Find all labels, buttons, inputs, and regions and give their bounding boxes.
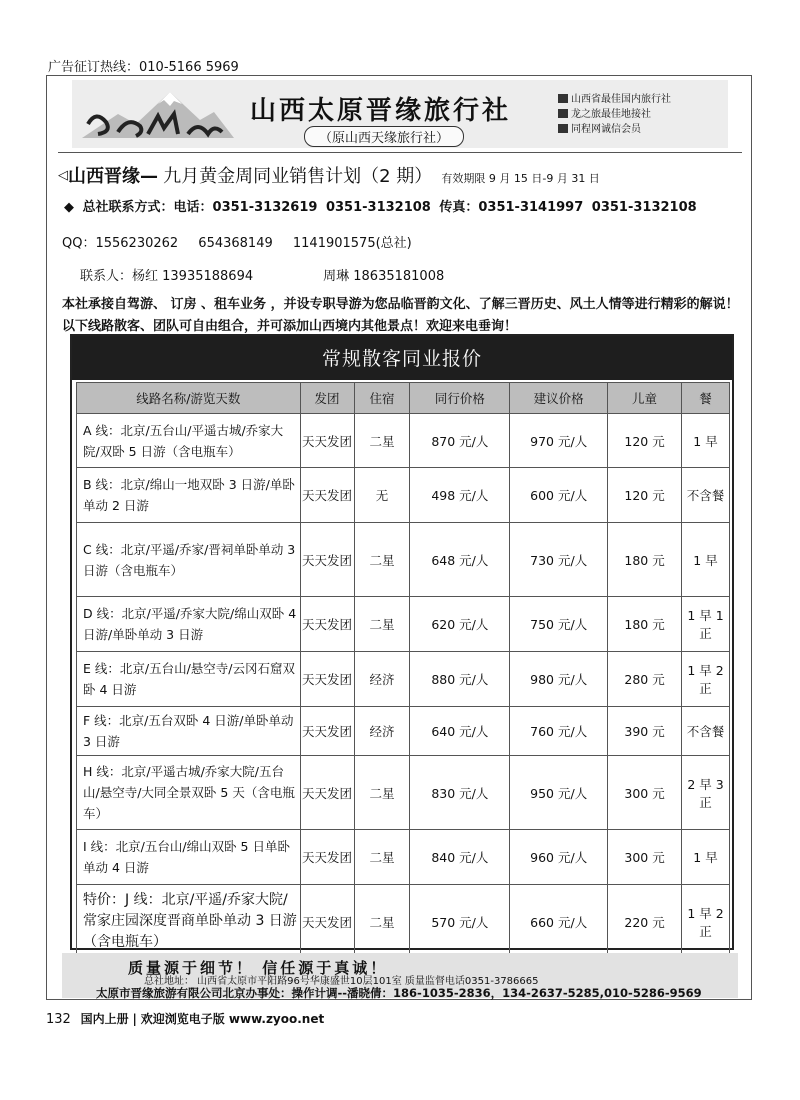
cell-depart: 天天发团	[300, 652, 354, 707]
cell-meal: 不含餐	[682, 468, 730, 523]
cell-stay: 二星	[354, 885, 410, 959]
cell-child-price: 120 元	[608, 414, 682, 468]
cell-child-price: 390 元	[608, 707, 682, 756]
honor-list	[558, 92, 671, 137]
cell-depart: 天天发团	[300, 597, 354, 652]
cell-stay: 无	[354, 468, 410, 523]
cell-trade-price: 840 元/人	[410, 830, 510, 885]
footer-separator: |	[132, 1012, 137, 1026]
cell-meal: 1 早 1 正	[682, 597, 730, 652]
contact-persons	[80, 265, 444, 284]
table-row	[77, 652, 730, 707]
contact-person: 联系人：杨红 13935188694	[80, 269, 254, 284]
page-footer	[46, 1010, 324, 1027]
cell-retail-price: 600 元/人	[510, 468, 608, 523]
price-table-title: 常规散客同业报价	[72, 336, 732, 380]
cell-depart: 天天发团	[300, 523, 354, 597]
cell-retail-price: 950 元/人	[510, 756, 608, 830]
plan-title: 九月黄金周同业销售计划（2 期）	[163, 166, 433, 187]
mountain-logo-icon	[78, 84, 238, 144]
page-number: 132	[46, 1012, 71, 1027]
contact-person: 周琳 18635181008	[323, 269, 445, 284]
table-row	[77, 756, 730, 830]
contact-line: ◆ 总社联系方式：电话：0351-3132619 0351-3132108 传真：0351-3141997 0351-3132108	[64, 200, 697, 215]
cell-stay: 经济	[354, 707, 410, 756]
cell-trade-price: 880 元/人	[410, 652, 510, 707]
table-row	[77, 414, 730, 468]
cell-depart: 天天发团	[300, 468, 354, 523]
col-header-depart: 发团	[300, 383, 354, 414]
honor-item: 山西省最佳国内旅行社	[558, 92, 671, 107]
cell-depart: 天天发团	[300, 830, 354, 885]
cell-route: I 线：北京/五台山/绵山双卧 5 日单卧单动 4 日游	[77, 830, 301, 885]
cell-route: 特价：J 线：北京/平遥/乔家大院/常家庄园深度晋商单卧单动 3 日游（含电瓶车）	[77, 885, 301, 959]
qq-line: QQ：1556230262 654368149 1141901575(总社)	[62, 236, 412, 251]
cell-retail-price: 660 元/人	[510, 885, 608, 959]
col-header-child: 儿童	[608, 383, 682, 414]
cell-route: H 线：北京/平遥古城/乔家大院/五台山/悬空寺/大同全景双卧 5 天（含电瓶车）	[77, 756, 301, 830]
cell-trade-price: 620 元/人	[410, 597, 510, 652]
cell-meal: 1 早	[682, 523, 730, 597]
beijing-office-contact: 太原市晋缘旅游有限公司北京办事处：操作计调--潘晓倩：186-1035-2836，134-2637-5285,010-5286-9569	[96, 986, 702, 1000]
crown-icon	[558, 124, 568, 133]
table-row	[77, 468, 730, 523]
honor-item: 同程网诚信会员	[558, 122, 671, 137]
cell-route: C 线：北京/平遥/乔家/晋祠单卧单动 3 日游（含电瓶车）	[77, 523, 301, 597]
cell-meal: 1 早 2 正	[682, 652, 730, 707]
cell-meal: 1 早 2 正	[682, 885, 730, 959]
table-row	[77, 885, 730, 959]
cell-route: F 线：北京/五台双卧 4 日游/单卧单动 3 日游	[77, 707, 301, 756]
cell-route: D 线：北京/平遥/乔家大院/绵山双卧 4 日游/单卧单动 3 日游	[77, 597, 301, 652]
slogan: 质量源于细节！ 信任源于真诚！	[128, 959, 389, 977]
cell-child-price: 300 元	[608, 756, 682, 830]
col-header-trade-price: 同行价格	[410, 383, 510, 414]
table-row	[77, 707, 730, 756]
crown-icon	[558, 109, 568, 118]
cell-retail-price: 980 元/人	[510, 652, 608, 707]
cell-stay: 二星	[354, 414, 410, 468]
cell-stay: 二星	[354, 830, 410, 885]
price-table-box	[70, 334, 734, 950]
plan-validity: 有效期限 9 月 15 日-9 月 31 日	[441, 172, 600, 185]
price-table	[76, 382, 730, 959]
crown-icon	[558, 94, 568, 103]
table-header-row	[77, 383, 730, 414]
table-row	[77, 830, 730, 885]
company-name: 山西太原晋缘旅行社	[250, 96, 512, 126]
arrow-icon: ◁	[58, 168, 68, 183]
cell-meal: 1 早	[682, 830, 730, 885]
cell-child-price: 220 元	[608, 885, 682, 959]
divider	[58, 152, 742, 153]
cell-child-price: 180 元	[608, 597, 682, 652]
cell-route: E 线：北京/五台山/悬空寺/云冈石窟双卧 4 日游	[77, 652, 301, 707]
cell-trade-price: 570 元/人	[410, 885, 510, 959]
cell-route: B 线：北京/绵山一地双卧 3 日游/单卧单动 2 日游	[77, 468, 301, 523]
honor-item: 龙之旅最佳地接社	[558, 107, 671, 122]
cell-trade-price: 870 元/人	[410, 414, 510, 468]
cell-stay: 二星	[354, 597, 410, 652]
intro-text: 本社承接自驾游、 订房 、租车业务 ，并设专职导游为您品临晋韵文化、了解三晋历史、风土人情等进行精彩的解说！以下线路散客、团队可自由组合，并可添加山西境内其他景点！欢迎来电垂询！	[62, 297, 739, 334]
section-name: 国内上册	[80, 1012, 129, 1026]
col-header-retail-price: 建议价格	[510, 383, 608, 414]
col-header-route: 线路名称/游览天数	[77, 383, 301, 414]
cell-stay: 二星	[354, 523, 410, 597]
cell-meal: 1 早	[682, 414, 730, 468]
cell-retail-price: 960 元/人	[510, 830, 608, 885]
table-row	[77, 523, 730, 597]
cell-retail-price: 970 元/人	[510, 414, 608, 468]
cell-meal: 2 早 3 正	[682, 756, 730, 830]
cell-child-price: 280 元	[608, 652, 682, 707]
cell-trade-price: 830 元/人	[410, 756, 510, 830]
cell-depart: 天天发团	[300, 414, 354, 468]
plan-brand: 山西晋缘—	[68, 166, 158, 187]
company-former-name: （原山西天缘旅行社）	[304, 126, 464, 147]
plan-heading	[58, 162, 600, 188]
cell-retail-price: 730 元/人	[510, 523, 608, 597]
cell-depart: 天天发团	[300, 756, 354, 830]
col-header-stay: 住宿	[354, 383, 410, 414]
ad-hotline: 广告征订热线：010-5166 5969	[48, 60, 239, 75]
cell-child-price: 300 元	[608, 830, 682, 885]
cell-depart: 天天发团	[300, 707, 354, 756]
cell-retail-price: 760 元/人	[510, 707, 608, 756]
head-office-address: 总社地址： 山西省太原市平阳路96号华康盛世10层101室 质量监督电话0351-3786665	[144, 976, 539, 987]
table-row	[77, 597, 730, 652]
footer-text: 欢迎浏览电子版 www.zyoo.net	[140, 1012, 325, 1026]
cell-child-price: 120 元	[608, 468, 682, 523]
cell-trade-price: 640 元/人	[410, 707, 510, 756]
cell-meal: 不含餐	[682, 707, 730, 756]
col-header-meal: 餐	[682, 383, 730, 414]
cell-depart: 天天发团	[300, 885, 354, 959]
cell-stay: 经济	[354, 652, 410, 707]
cell-retail-price: 750 元/人	[510, 597, 608, 652]
cell-stay: 二星	[354, 756, 410, 830]
company-banner	[72, 80, 728, 148]
cell-route: A 线：北京/五台山/平遥古城/乔家大院/双卧 5 日游（含电瓶车）	[77, 414, 301, 468]
cell-child-price: 180 元	[608, 523, 682, 597]
cell-trade-price: 648 元/人	[410, 523, 510, 597]
cell-trade-price: 498 元/人	[410, 468, 510, 523]
